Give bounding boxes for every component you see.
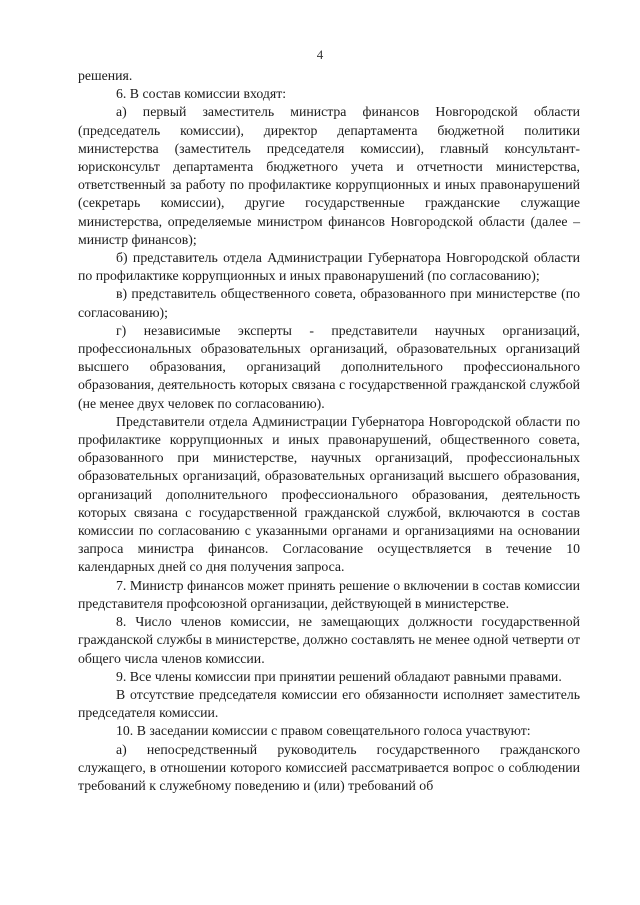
paragraph: г) независимые эксперты - представители научных организаций, профессиональных образовательных организаций, образовательных организаций высшего образования, организаций дополнительного профессионального образования, деятельность которых связана с государственной гражданской службой (не менее двух человек по согласованию). xyxy=(78,322,580,411)
paragraph: в) представитель общественного совета, образованного при министерстве (по согласованию); xyxy=(78,286,580,320)
paragraph: 6. В состав комиссии входят: xyxy=(116,86,287,102)
paragraph: а) первый заместитель министра финансов Новгородской области (председатель комиссии), директор департамента бюджетной политики министерства (заместитель председателя комиссии), главный консультант-юрисконсульт департамента бюджетного учета и отчетности министерства, ответственный за работу по профилактике коррупционных и иных правонарушений (секретарь комиссии), другие государственные гражданские служащие министерства, определяемые министром финансов Новгородской области (далее – министр финансов); xyxy=(78,104,580,247)
paragraph: 9. Все члены комиссии при принятии решений обладают равными правами. xyxy=(116,668,562,684)
paragraph: решения. xyxy=(78,68,133,83)
paragraph: 7. Министр финансов может принять решение о включении в состав комиссии представителя профсоюзной организации, действующей в министерстве. xyxy=(78,577,580,611)
paragraph: 8. Число членов комиссии, не замещающих должности государственной гражданской службы в министерстве, должно составлять не менее одной четверти от общего числа членов комиссии. xyxy=(78,614,580,666)
paragraph: а) непосредственный руководитель государственного гражданского служащего, в отношении которого комиссией рассматривается вопрос о соблюдении требований к служебному поведению и (или) требований об xyxy=(78,741,580,793)
document-body xyxy=(78,67,580,795)
paragraph: Представители отдела Администрации Губернатора Новгородской области по профилактике коррупционных и иных правонарушений, общественного совета, образованного при министерстве, научных организаций, профессиональных образовательных организаций, образовательных организаций высшего образования, организаций дополнительного профессионального образования, деятельность которых связана с государственной гражданской службой, включаются в состав комиссии по согласованию с указанными органами и организациями на основании запроса министра финансов. Согласование осуществляется в течение 10 календарных дней со дня получения запроса. xyxy=(78,413,580,575)
paragraph: 10. В заседании комиссии с правом совещательного голоса участвуют: xyxy=(116,723,531,739)
page-number: 4 xyxy=(316,47,324,62)
paragraph: В отсутствие председателя комиссии его обязанности исполняет заместитель председателя комиссии. xyxy=(78,686,580,721)
paragraph: б) представитель отдела Администрации Губернатора Новгородской области по профилактике коррупционных и иных правонарушений (по согласованию); xyxy=(78,250,580,284)
